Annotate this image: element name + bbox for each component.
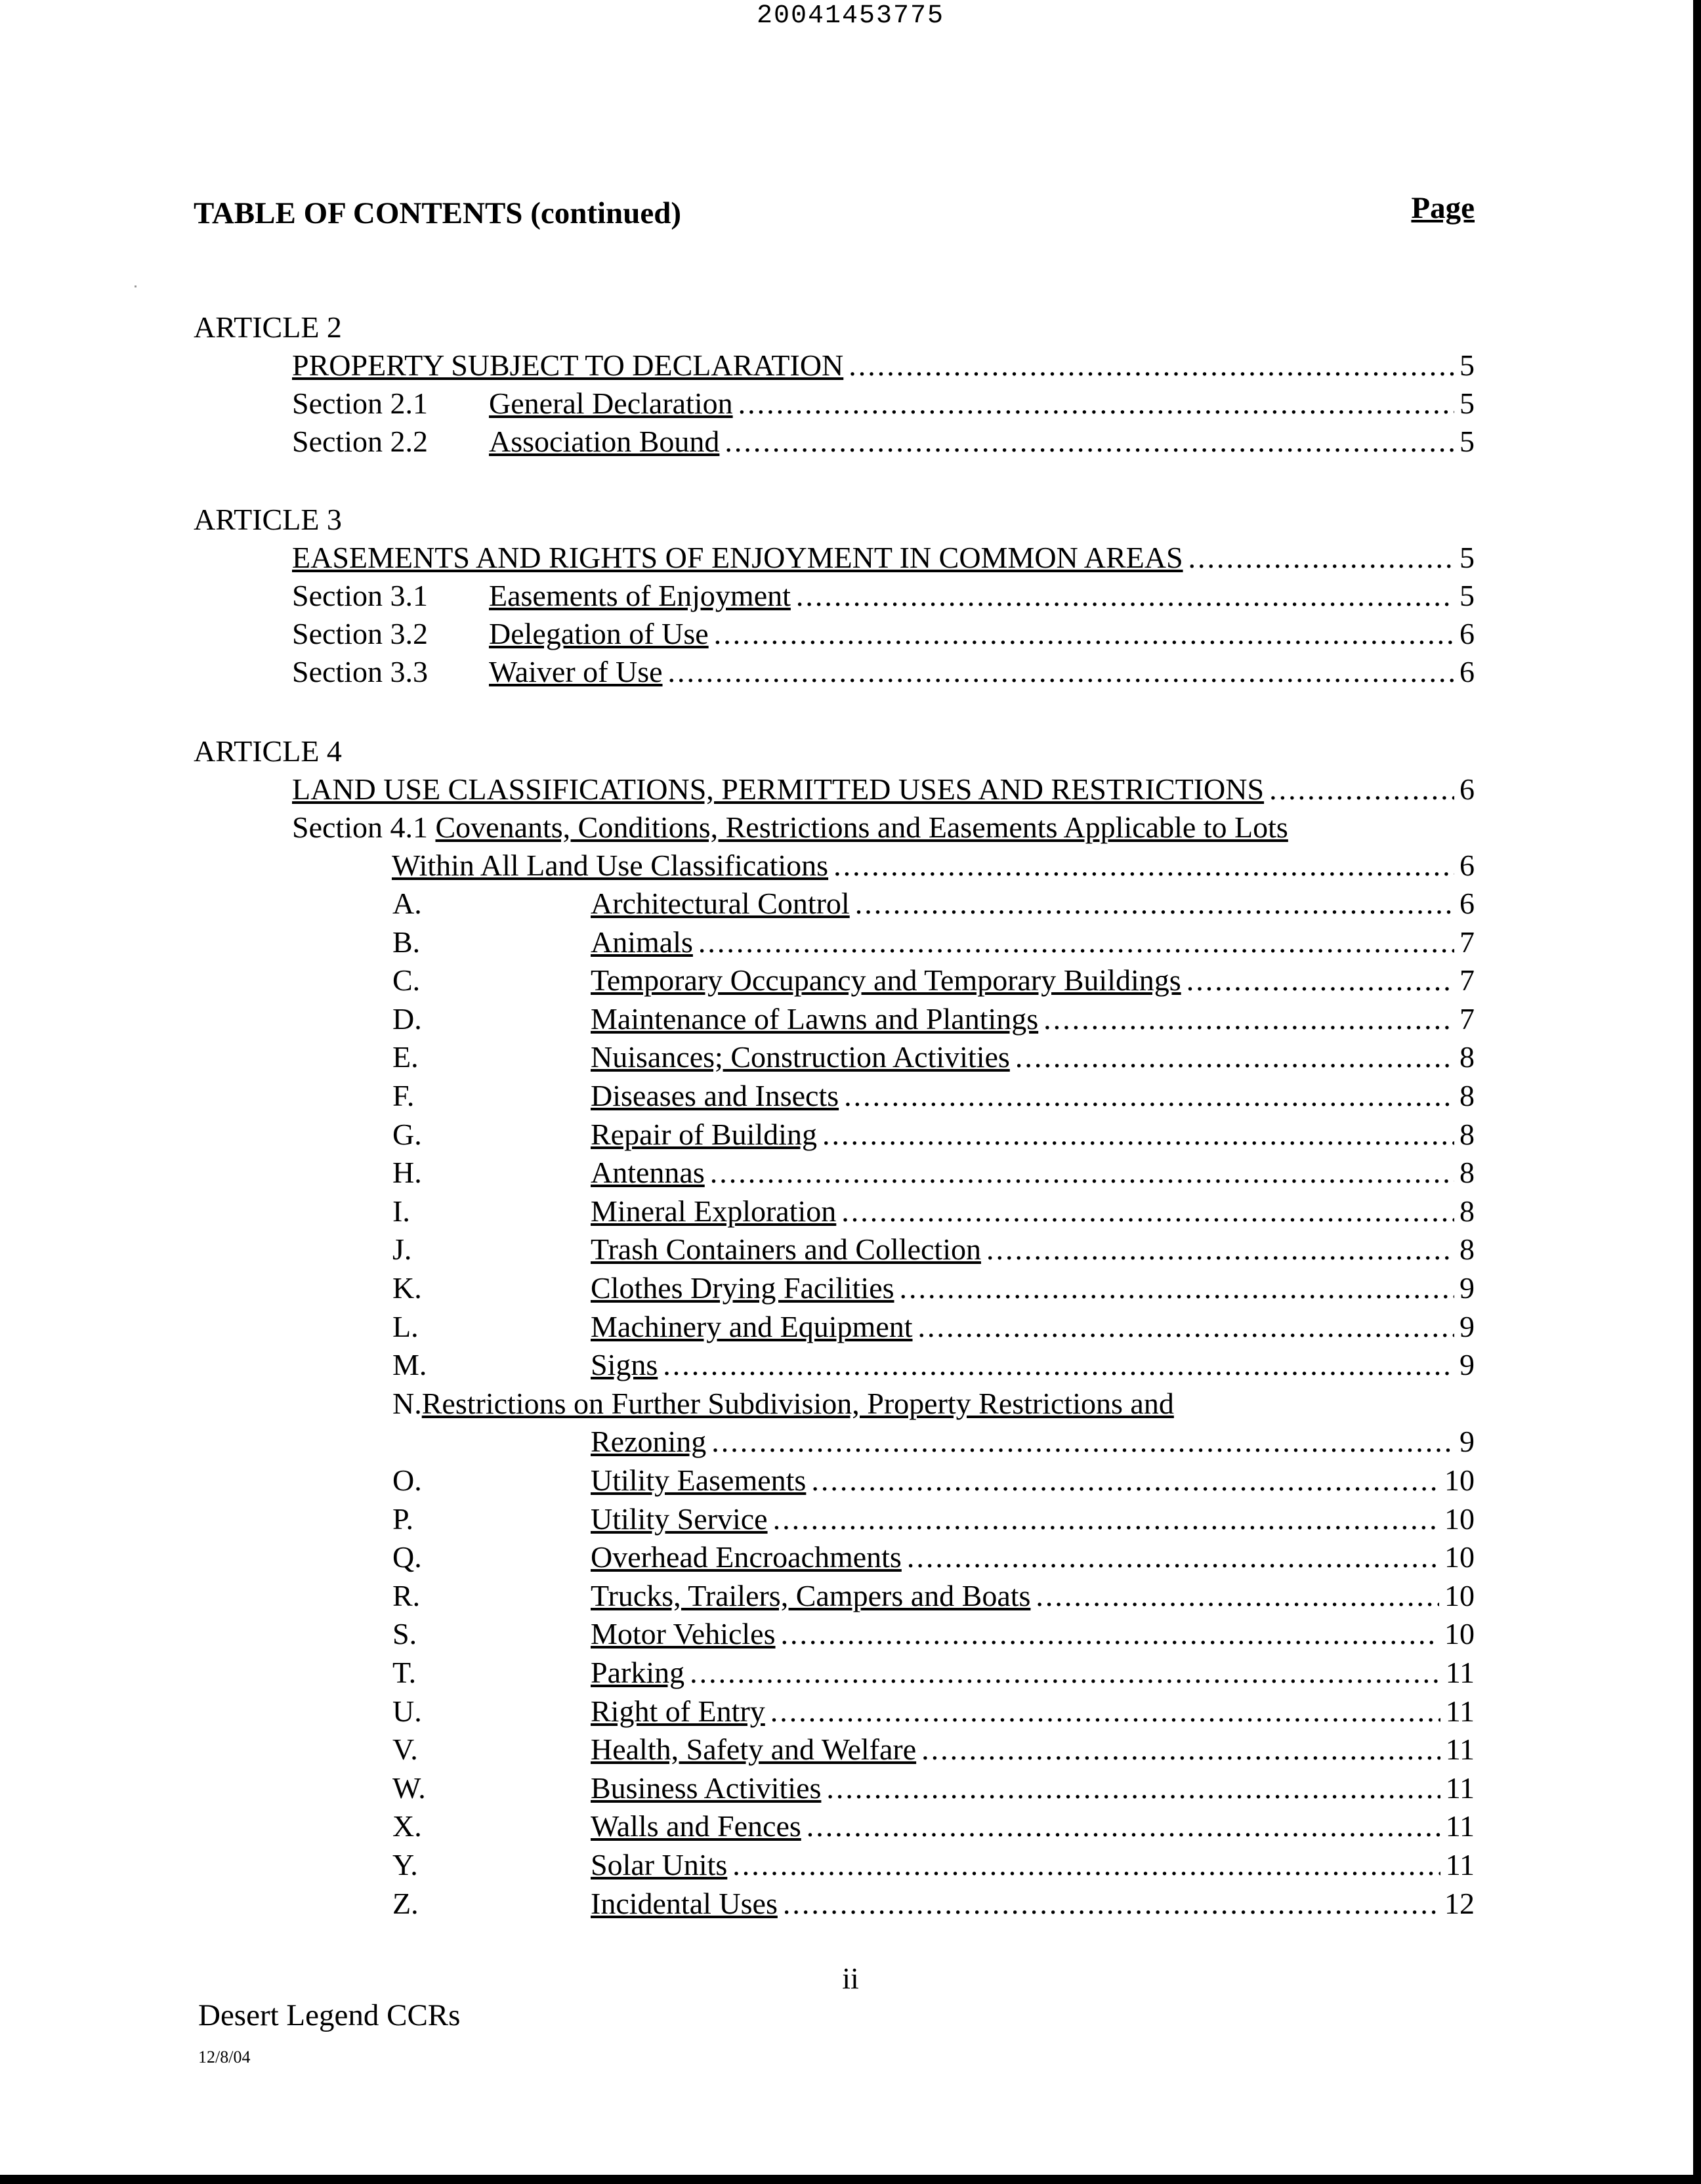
subsection-title: Signs bbox=[591, 1348, 658, 1382]
page-ref: 9 bbox=[1460, 1271, 1475, 1305]
dot-leader bbox=[770, 1692, 1440, 1731]
subsection-title: Architectural Control bbox=[591, 887, 850, 920]
subsection-title: Solar Units bbox=[591, 1848, 728, 1881]
subsection-title: Restrictions on Further Subdivision, Property Restrictions and bbox=[421, 1386, 1174, 1420]
page-ref: 7 bbox=[1460, 1001, 1475, 1036]
subsection-title: Right of Entry bbox=[591, 1694, 765, 1728]
subsection-title: Diseases and Insects bbox=[591, 1079, 839, 1112]
page-ref: 5 bbox=[1460, 579, 1475, 612]
dot-leader bbox=[663, 1346, 1454, 1384]
dot-leader bbox=[849, 346, 1454, 385]
page-ref: 6 bbox=[1460, 655, 1475, 688]
subsection-title: Health, Safety and Welfare bbox=[591, 1732, 917, 1767]
subsection-title: Clothes Drying Facilities bbox=[591, 1271, 894, 1305]
dot-leader bbox=[781, 1615, 1439, 1653]
subsection-letter: D. bbox=[392, 1001, 422, 1036]
section-entry bbox=[292, 577, 1475, 615]
section-entry bbox=[292, 423, 1475, 461]
page-number: ii bbox=[842, 1962, 859, 1995]
subsection-letter: Z. bbox=[392, 1886, 419, 1920]
footer-document-name: Desert Legend CCRs bbox=[198, 1998, 461, 2032]
subsection-entry bbox=[392, 1807, 1475, 1845]
dot-leader bbox=[1188, 539, 1454, 577]
subsection-title: Antennas bbox=[591, 1156, 705, 1190]
dot-leader bbox=[738, 385, 1454, 423]
dot-leader bbox=[986, 1230, 1454, 1269]
scan-border-bottom bbox=[0, 2175, 1701, 2184]
dot-leader bbox=[907, 1538, 1439, 1576]
subsection-entry bbox=[392, 885, 1475, 923]
subsection-title: Maintenance of Lawns and Plantings bbox=[591, 1001, 1039, 1036]
dot-leader bbox=[841, 1192, 1454, 1230]
subsection-entry bbox=[392, 1654, 1475, 1692]
subsection-letter: Y. bbox=[392, 1848, 418, 1881]
subsection-letter: H. bbox=[392, 1156, 422, 1190]
page-ref: 6 bbox=[1460, 617, 1475, 650]
section-entry bbox=[292, 385, 1475, 423]
subsection-title: Utility Easements bbox=[591, 1463, 807, 1497]
page-ref: 9 bbox=[1460, 1348, 1475, 1382]
dot-leader bbox=[668, 653, 1454, 691]
dot-leader bbox=[710, 1154, 1454, 1192]
subsection-title: Animals bbox=[591, 925, 693, 959]
article-heading: ARTICLE 2 bbox=[194, 310, 342, 344]
dot-leader bbox=[1043, 1000, 1454, 1038]
subsection-letter: O. bbox=[392, 1463, 422, 1497]
subsection-entry bbox=[392, 1346, 1475, 1384]
dot-leader bbox=[807, 1807, 1440, 1845]
subsection-letter: A. bbox=[392, 887, 422, 920]
subsection-letter: R. bbox=[392, 1578, 421, 1612]
subsection-entry bbox=[392, 1116, 1475, 1154]
section-label: Section 2.1 bbox=[292, 387, 428, 420]
subsection-entry bbox=[392, 1192, 1475, 1230]
page-ref: 6 bbox=[1460, 772, 1475, 806]
section-entry bbox=[292, 615, 1475, 653]
subsection-title: Temporary Occupancy and Temporary Buildings bbox=[591, 963, 1181, 998]
subsection-letter: J. bbox=[392, 1232, 412, 1267]
subsection-entry bbox=[392, 1500, 1475, 1538]
page-ref: 9 bbox=[1460, 1425, 1475, 1459]
subsection-letter: T. bbox=[392, 1656, 417, 1689]
article-title: EASEMENTS AND RIGHTS OF ENJOYMENT IN COMMON AREAS bbox=[292, 541, 1183, 574]
article-heading: ARTICLE 3 bbox=[194, 503, 342, 536]
subsection-entry bbox=[392, 1538, 1475, 1576]
section-label: Section 4.1 bbox=[292, 810, 428, 844]
subsection-title: Walls and Fences bbox=[591, 1809, 801, 1843]
article-title: LAND USE CLASSIFICATIONS, PERMITTED USES AND RESTRICTIONS bbox=[292, 772, 1265, 806]
subsection-entry bbox=[392, 961, 1475, 999]
subsection-letter: X. bbox=[392, 1809, 422, 1843]
section-label: Section 3.3 bbox=[292, 655, 428, 688]
page-ref: 5 bbox=[1460, 387, 1475, 420]
page-ref: 5 bbox=[1460, 541, 1475, 574]
dot-leader bbox=[826, 1769, 1440, 1807]
subsection-title: Incidental Uses bbox=[591, 1886, 778, 1920]
dot-leader bbox=[822, 1116, 1454, 1154]
scan-speck bbox=[135, 285, 136, 287]
subsection-letter: B. bbox=[392, 925, 421, 959]
page-ref: 6 bbox=[1460, 849, 1475, 882]
page-ref: 8 bbox=[1460, 1194, 1475, 1228]
subsection-title: Trash Containers and Collection bbox=[591, 1232, 981, 1267]
page-ref: 10 bbox=[1444, 1463, 1475, 1497]
subsection-title: Utility Service bbox=[591, 1502, 768, 1536]
page-ref: 7 bbox=[1460, 925, 1475, 959]
page-ref: 10 bbox=[1444, 1617, 1475, 1651]
subsection-letter: I. bbox=[392, 1194, 410, 1228]
page-ref: 8 bbox=[1460, 1040, 1475, 1074]
scan-border-right bbox=[1693, 0, 1701, 2184]
dot-leader bbox=[1015, 1038, 1454, 1076]
section-title: Waiver of Use bbox=[489, 655, 663, 688]
page-ref: 8 bbox=[1460, 1079, 1475, 1112]
page-ref: 12 bbox=[1444, 1886, 1475, 1920]
footer-date: 12/8/04 bbox=[198, 2048, 251, 2067]
dot-leader bbox=[1036, 1577, 1439, 1615]
dot-leader bbox=[1186, 961, 1454, 999]
page-ref: 9 bbox=[1460, 1309, 1475, 1343]
subsection-letter: N. bbox=[392, 1386, 422, 1420]
dot-leader bbox=[1269, 770, 1454, 808]
section-title: Delegation of Use bbox=[489, 617, 709, 650]
page-ref: 8 bbox=[1460, 1232, 1475, 1267]
page-ref: 10 bbox=[1444, 1540, 1475, 1574]
subsection-entry bbox=[392, 1038, 1475, 1076]
subsection-letter: E. bbox=[392, 1040, 419, 1074]
subsection-title: Rezoning bbox=[591, 1425, 707, 1459]
subsection-letter: K. bbox=[392, 1271, 422, 1305]
subsection-letter: S. bbox=[392, 1617, 417, 1651]
subsection-entry bbox=[392, 1269, 1475, 1307]
subsection-letter: C. bbox=[392, 963, 421, 998]
section-title: Within All Land Use Classifications bbox=[392, 849, 829, 882]
subsection-title: Trucks, Trailers, Campers and Boats bbox=[591, 1578, 1031, 1612]
subsection-entry bbox=[392, 923, 1475, 961]
dot-leader bbox=[773, 1500, 1439, 1538]
subsection-entry bbox=[392, 1077, 1475, 1115]
dot-leader bbox=[711, 1423, 1454, 1461]
subsection-title: Business Activities bbox=[591, 1771, 822, 1805]
page-ref: 11 bbox=[1445, 1694, 1475, 1728]
article-title-entry bbox=[292, 770, 1475, 808]
subsection-entry bbox=[392, 1461, 1475, 1500]
subsection-title: Machinery and Equipment bbox=[591, 1309, 913, 1343]
section-title: Easements of Enjoyment bbox=[489, 579, 791, 612]
page-ref: 11 bbox=[1445, 1732, 1475, 1767]
subsection-entry bbox=[392, 1692, 1475, 1731]
section-title: General Declaration bbox=[489, 387, 733, 420]
section-label: Section 2.2 bbox=[292, 425, 428, 458]
subsection-title: Overhead Encroachments bbox=[591, 1540, 902, 1574]
page-ref: 11 bbox=[1445, 1656, 1475, 1689]
dot-leader bbox=[921, 1731, 1440, 1769]
dot-leader bbox=[698, 923, 1454, 961]
article-title: PROPERTY SUBJECT TO DECLARATION bbox=[292, 348, 844, 382]
page-ref: 10 bbox=[1444, 1578, 1475, 1612]
page-ref: 5 bbox=[1460, 348, 1475, 382]
subsection-title: Repair of Building bbox=[591, 1117, 817, 1151]
subsection-entry bbox=[392, 1577, 1475, 1615]
section-entry-continuation bbox=[392, 847, 1475, 885]
document-id: 20041453775 bbox=[756, 1, 945, 31]
subsection-entry bbox=[392, 1308, 1475, 1346]
subsection-letter: W. bbox=[392, 1771, 426, 1805]
subsection-letter: V. bbox=[392, 1732, 418, 1767]
subsection-letter: F. bbox=[392, 1079, 415, 1112]
article-title-entry bbox=[292, 346, 1475, 385]
subsection-title: Motor Vehicles bbox=[591, 1617, 776, 1651]
subsection-entry bbox=[392, 1731, 1475, 1769]
subsection-letter: G. bbox=[392, 1117, 422, 1151]
subsection-entry bbox=[392, 1385, 1174, 1423]
subsection-entry-continuation bbox=[591, 1423, 1475, 1461]
section-entry bbox=[292, 653, 1475, 691]
subsection-title: Mineral Exploration bbox=[591, 1194, 837, 1228]
subsection-entry bbox=[392, 1615, 1475, 1653]
page-ref: 5 bbox=[1460, 425, 1475, 458]
subsection-title: Parking bbox=[591, 1656, 685, 1689]
dot-leader bbox=[918, 1308, 1454, 1346]
dot-leader bbox=[855, 885, 1454, 923]
article-title-entry bbox=[292, 539, 1475, 577]
page-column-label: Page bbox=[1411, 191, 1475, 225]
dot-leader bbox=[690, 1654, 1440, 1692]
section-entry bbox=[292, 808, 1288, 847]
page-ref: 8 bbox=[1460, 1156, 1475, 1190]
page-ref: 7 bbox=[1460, 963, 1475, 998]
page-ref: 11 bbox=[1445, 1809, 1475, 1843]
subsection-entry bbox=[392, 1885, 1475, 1923]
page-ref: 11 bbox=[1445, 1771, 1475, 1805]
subsection-letter: U. bbox=[392, 1694, 422, 1728]
dot-leader bbox=[900, 1269, 1454, 1307]
subsection-entry bbox=[392, 1846, 1475, 1884]
subsection-letter: L. bbox=[392, 1309, 419, 1343]
subsection-letter: Q. bbox=[392, 1540, 422, 1574]
section-title: Covenants, Conditions, Restrictions and Easements Applicable to Lots bbox=[435, 810, 1288, 844]
subsection-letter: M. bbox=[392, 1348, 427, 1382]
dot-leader bbox=[724, 423, 1454, 461]
page-ref: 11 bbox=[1445, 1848, 1475, 1881]
subsection-title: Nuisances; Construction Activities bbox=[591, 1040, 1010, 1074]
section-label: Section 3.1 bbox=[292, 579, 428, 612]
section-label: Section 3.2 bbox=[292, 617, 428, 650]
page-ref: 6 bbox=[1460, 887, 1475, 920]
toc-title: TABLE OF CONTENTS (continued) bbox=[194, 196, 681, 230]
dot-leader bbox=[833, 847, 1454, 885]
dot-leader bbox=[811, 1461, 1439, 1500]
subsection-entry bbox=[392, 1000, 1475, 1038]
dot-leader bbox=[796, 577, 1454, 615]
article-heading: ARTICLE 4 bbox=[194, 734, 342, 768]
dot-leader bbox=[732, 1846, 1440, 1884]
dot-leader bbox=[783, 1885, 1439, 1923]
page-ref: 8 bbox=[1460, 1117, 1475, 1151]
subsection-entry bbox=[392, 1230, 1475, 1269]
subsection-letter: P. bbox=[392, 1502, 413, 1536]
subsection-entry bbox=[392, 1154, 1475, 1192]
dot-leader bbox=[844, 1077, 1454, 1115]
dot-leader bbox=[714, 615, 1454, 653]
page-ref: 10 bbox=[1444, 1502, 1475, 1536]
section-title: Association Bound bbox=[489, 425, 720, 458]
subsection-entry bbox=[392, 1769, 1475, 1807]
